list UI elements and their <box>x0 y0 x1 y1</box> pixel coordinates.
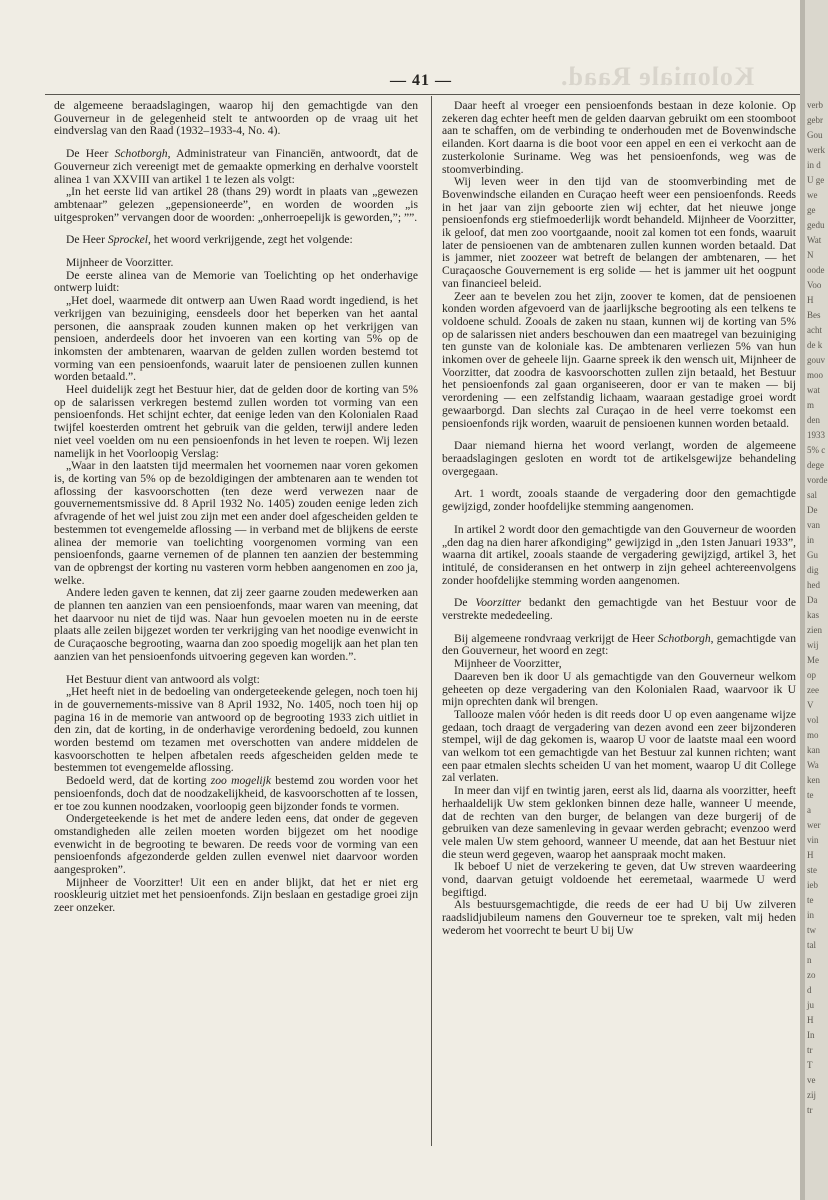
adjacent-page-fragment: tr <box>807 1045 813 1055</box>
adjacent-page-fragment: vol <box>807 715 819 725</box>
adjacent-page-fragment: tw <box>807 925 816 935</box>
paragraph: Ondergeteekende is het met de andere leden eens, dat onder de gegeven omstandigheden alle zeilen moeten worden bijgezet om het noodige evenwicht in de begrooting te bewaren. De reeds voor de vorming van een pensioenfonds afgezonderde gelden zullen evenwel niet daarvoor worden aangesproken”. <box>54 812 418 877</box>
adjacent-page-fragment: zien <box>807 625 822 635</box>
adjacent-page-fragment: oode <box>807 265 825 275</box>
italic-name: zoo mogelijk <box>210 774 272 788</box>
adjacent-page-fragment: U ge <box>807 175 825 185</box>
adjacent-page-fragment: zo <box>807 970 816 980</box>
adjacent-page-fragment: m <box>807 400 815 410</box>
adjacent-page-fragment: kan <box>807 745 820 755</box>
italic-name: Voorzitter <box>475 596 522 610</box>
paragraph <box>54 775 418 813</box>
paragraph: Daar heeft al vroeger een pensioenfonds bestaan in deze kolonie. Op zekeren dag echter heeft men de gelden daarvan gebruikt om een stoomboot aan te schaffen, om de verbinding te onderhouden met de Bovenwindsche eilanden. Kort daarna is die boot voor een appel en een ei verkocht aan de zusterkolonie Suriname. Weg was het pensioenfonds, weg was de stoomverbinding. <box>442 99 796 176</box>
adjacent-page-fragment: a <box>807 805 811 815</box>
paragraph: In meer dan vijf en twintig jaren, eerst als lid, daarna als voorzitter, heeft herhaaldelijk Uw stem geklonken binnen deze halle, wanneer U meende, dat de rechten van den burger, de belangen van deze burgerij of de gebruiken van deze samenleving in gevaar werden gebracht; evenzoo werd vele malen Uw stem gehoord, wanneer U meende, dat aan het Bestuur niet die steun werd gegeven, waarop het aanspraak mocht maken. <box>442 784 796 861</box>
paragraph: Daareven ben ik door U als gemachtigde van den Gouverneur welkom geheeten op deze vergadering van den Kolonialen Raad, waarvoor ik U mijn oprechten dank wil brengen. <box>442 669 796 709</box>
adjacent-page-fragment: Wat <box>807 235 822 245</box>
adjacent-page-fragment: mo <box>807 730 819 740</box>
adjacent-page-fragment: n <box>807 955 812 965</box>
paragraph: Daar niemand hierna het woord verlangt, worden de algemeene beraadslagingen gesloten en wordt tot de artikelsgewijze behandeling overgegaan. <box>442 439 796 478</box>
text-run: , Administrateur van Financiën, antwoordt, dat de Gouverneur zich vereenigt met de gemaakte opmerking en derhalve voorstelt alinea 1 van XXVIII van artikel 1 te lezen als volgt: <box>54 147 418 186</box>
adjacent-page-fragment: H <box>807 850 814 860</box>
paragraph <box>442 597 796 622</box>
adjacent-page-fragment: tr <box>807 1105 813 1115</box>
adjacent-page-fragment: wer <box>807 820 821 830</box>
adjacent-page-fragment: In <box>807 1030 815 1040</box>
paragraph <box>54 234 418 247</box>
adjacent-page-fragment: gebr <box>807 115 823 125</box>
adjacent-page-fragment: T <box>807 1060 813 1070</box>
text-run: , het woord verkrijgende, zegt het volgende: <box>147 233 353 247</box>
adjacent-page-fragment: Da <box>807 595 818 605</box>
paragraph: Art. 1 wordt, zooals staande de vergadering door den gemachtigde gewijzigd, zonder hoofdelijke stemming aangenomen. <box>442 487 796 514</box>
adjacent-page-fragment: ve <box>807 1075 816 1085</box>
paragraph: Heel duidelijk zegt het Bestuur hier, dat de gelden door de korting van 5% op de salarissen verkregen bestemd zullen worden tot vorming van een pensioenfonds. Het schijnt echter, dat eenige leden van den Kolonialen Raad twijfel koesterden omtrent het gebruik van die gelden, terwijl andere leden niet veel voelden om nu een pensioenfonds in het leven te roepen. Wij lezen namelijk in het Voorloopig Verslag: <box>54 383 418 460</box>
text-run: De Heer <box>66 233 108 247</box>
adjacent-page-fragment: verb <box>807 100 823 110</box>
adjacent-page-fragment: sal <box>807 490 817 500</box>
adjacent-page-fragment: acht <box>807 325 822 335</box>
adjacent-page-fragment: Gou <box>807 130 823 140</box>
paragraph: „Het doel, waarmede dit ontwerp aan Uwen Raad wordt ingediend, is het verkrijgen van bezuiniging, eensdeels door het beperken van het aantal personen, die aanspraak zouden kunnen maken op het verkrijgen van pensioen, anderdeels door het invoeren van een korting van 5% op de inkomsten der ambtenaren, waarvan de gelden zullen worden bestemd tot vorming van een pensioenfonds, waaruit later de pensioenen zullen kunnen worden betaald.”. <box>54 294 418 384</box>
page-number: — 41 — <box>390 72 452 89</box>
right-column <box>442 100 796 938</box>
bleed-through-header: Koloniale Raad. <box>560 62 755 91</box>
adjacent-page-fragment: Gu <box>807 550 818 560</box>
adjacent-page-fragment: vin <box>807 835 819 845</box>
text-run: Bij algemeene rondvraag verkrijgt de Heer <box>454 631 658 645</box>
column-divider <box>431 96 432 1146</box>
adjacent-page-strip <box>805 0 828 1200</box>
adjacent-page-fragment: te <box>807 895 814 905</box>
adjacent-page-fragment: De <box>807 505 818 515</box>
paragraph: Tallooze malen vóór heden is dit reeds door U op even aangename wijze gedaan, toch draagt de vergadering van dezen avond een zeer bijzonderen stempel, wijl de dag gekomen is, waarop U voor de laatste maal een woord van welkom tot een gemachtigde van het Bestuur zal kunnen richten; want een paar etmalen slechts scheiden U van het moment, waarop U dit College zal verlaten. <box>442 707 796 785</box>
italic-name: Schotborgh <box>114 147 168 161</box>
adjacent-page-fragment: we <box>807 190 818 200</box>
adjacent-page-fragment: wij <box>807 640 819 650</box>
adjacent-page-fragment: werk <box>807 145 825 155</box>
paragraph <box>442 633 796 658</box>
adjacent-page-fragment: in <box>807 910 815 920</box>
left-column <box>54 100 418 915</box>
adjacent-page-fragment: N <box>807 250 814 260</box>
adjacent-page-fragment: dege <box>807 460 824 470</box>
adjacent-page-fragment: tal <box>807 940 816 950</box>
adjacent-page-fragment: 1933 <box>807 430 825 440</box>
paragraph: Mijnheer de Voorzitter, <box>454 657 562 671</box>
adjacent-page-fragment: V <box>807 700 814 710</box>
adjacent-page-fragment: op <box>807 670 816 680</box>
paragraph: „In het eerste lid van artikel 28 (thans 29) wordt in plaats van „gewezen ambtenaar” gelezen „gepensioneerde”, en worden de woorden „is uitgesproken” vervangen door de woorden: „onherroepelijk is geworden,”; ””. <box>54 185 418 224</box>
adjacent-page-fragment: ste <box>807 865 817 875</box>
paragraph: Andere leden gaven te kennen, dat zij zeer gaarne zouden medewerken aan de plannen ten aanzien van een pensioenfonds, maar waren van meening, dat het daarvoor nu niet de tijd was. Naar hun gevoelen moeten nu in de eerste plaats alle zeilen bijgezet worden ter verkrijging van het noodige evenwicht in de Curaçaosche begrooting, waarna dan zoo spoedig mogelijk aan het plan ten aanzien van het pensioenfonds uitvoering gegeven kan worden.”. <box>54 586 418 663</box>
adjacent-page-fragment: Bes <box>807 310 821 320</box>
paragraph: De eerste alinea van de Memorie van Toelichting op het onderhavige ontwerp luidt: <box>54 268 418 295</box>
text-run: De <box>454 596 476 610</box>
italic-name: Schotborgh <box>657 631 711 645</box>
adjacent-page-fragment: Wa <box>807 760 819 770</box>
adjacent-page-fragment: den <box>807 415 820 425</box>
adjacent-page-fragment: ieb <box>807 880 818 890</box>
adjacent-page-fragment: ken <box>807 775 820 785</box>
adjacent-page-fragment: Me <box>807 655 819 665</box>
paragraph: Het Bestuur dient van antwoord als volgt: <box>66 672 260 686</box>
adjacent-page-fragment: gedu <box>807 220 825 230</box>
adjacent-page-fragment: in d <box>807 160 821 170</box>
adjacent-page-fragment: H <box>807 1015 814 1025</box>
adjacent-page-fragment: ge <box>807 205 816 215</box>
paragraph: de algemeene beraadslagingen, waarop hij den gemachtigde van den Gouverneur in de gelegenheid stelt te antwoorden op de vraag uit het eindverslag van den Raad (1932–1933-4, No. 4). <box>54 99 418 138</box>
paragraph: „Het heeft niet in de bedoeling van ondergeteekende gelegen, noch toen hij in de gouvernements-missive van 8 April 1932, No. 1405, noch toen hij op pagina 16 in de memorie van antwoord op de begrooting 1933 zich uitliet in den zin, dat de korting, in de onderhavige verordening bedoeld, zou kunnen worden bestemd om tezamen met overschotten van andere middelen de kasvoorschotten te helpen afbetalen reeds afgescheiden gelden mede te bestemmen tot evengemelde aflossing. <box>54 685 418 775</box>
header-rule <box>45 94 801 95</box>
adjacent-page-fragment: zij <box>807 1090 816 1100</box>
adjacent-page-fragment: 5% c <box>807 445 826 455</box>
adjacent-page-fragment: moo <box>807 370 824 380</box>
adjacent-page-fragment: d <box>807 985 812 995</box>
adjacent-page-fragment: H <box>807 295 814 305</box>
paragraph: In artikel 2 wordt door den gemachtigde van den Gouverneur de woorden „den dag na dien harer afkondiging” gewijzigd in „den 1sten Januari 1933”, waarna dit artikel, zooals staande de vergadering gewijzigd, artikel 3, het intitulé, de consideransen en het ontwerp in zijn geheel achtereenvolgens zonder hoofdelijke stemming worden aangenomen. <box>442 522 796 587</box>
text-run: Bedoeld werd, dat de korting <box>66 774 211 788</box>
paragraph: Ik beboef U niet de verzekering te geven, dat Uw streven waardeering vond, daarvan getuigt voldoende het eeremetaal, waarmede U werd begiftigd. <box>442 860 796 899</box>
adjacent-page-fragment: gouv <box>807 355 825 365</box>
text-run: bedankt den gemachtigde van het Bestuur voor de verstrekte mededeeling. <box>442 596 796 623</box>
paragraph: Wij leven weer in den tijd van de stoomverbinding met de Bovenwindsche eilanden en Curaçao heeft weer een pensioenfonds. Reeds in het jaar van zijn geboorte zien wij echter, dat het nieuwe jongе pensioenfonds erg stiefmoederlijk wordt behandeld. Mijnheer de Voorzitter, ik geloof, dat men zoo voortgaande, nooit zal komen tot een fonds, waaruit later de pensioenen van de ambtenaren zullen kunnen worden betaald. Dat is jammer, niet zoozeer wat betreft de belangen der ambtenaren, — het Curaçaosche Gouvernement is erg solide — het is jammer uit het oogpunt van financieel beleid. <box>442 175 796 290</box>
adjacent-page-fragment: de k <box>807 340 823 350</box>
paragraph <box>54 148 418 186</box>
text-run: bestemd zou worden voor het pensioenfonds, doch dat de noodzakelijkheid, de kasvoorschotten af te lossen, er toe zou kunnen noodzaken, voorloopig geen bijzonder fonds te vormen. <box>54 774 418 813</box>
adjacent-page-fragment: dig <box>807 565 819 575</box>
text-run: De Heer <box>66 147 115 161</box>
paragraph: „Waar in den laatsten tijd meermalen het voornemen naar voren gekomen is, de korting van 5% op de bezoldigingen der ambtenaren aan te wenden tot aflossing der kasvoorschotten (ten deze werd verwezen naar de gouvernementsmissive dd. 8 April 1932 No. 1405) zouden eenige leden zich afvragende of het wel juist zou zijn met een ander doel afgescheiden gelden te bestemmen tot evengemelde aflossing — in verband met de blijkens de eerste alinea der memorie van toelichting voorgenomen vorming van een pensioenfonds, gaarne vernemen of de plannen ten aanzien der bestemming van de opbrengst der korting nu vasteren vorm hebben aangenomen en zoo ja, welke. <box>54 459 418 587</box>
adjacent-page-fragment: zee <box>807 685 819 695</box>
adjacent-page-fragment: vorde <box>807 475 828 485</box>
text-run: , gemachtigde van den Gouverneur, het woord en zegt: <box>442 631 797 658</box>
paragraph: Mijnheer de Voorzitter. <box>66 256 174 270</box>
adjacent-page-fragment: in <box>807 535 815 545</box>
adjacent-page-fragment: Voo <box>807 280 822 290</box>
paragraph: Als bestuursgemachtigde, die reeds de eer had U bij Uw zilveren raadslidjubileum namens den Gouverneur toe te spreken, valt mij heden wederom het voorrecht te beurt U bij Uw <box>442 898 796 937</box>
adjacent-page-fragment: kas <box>807 610 819 620</box>
italic-name: Sprockel <box>107 233 148 247</box>
paragraph: Zeer aan te bevelen zou het zijn, zoover te komen, dat de pensioenen konden worden afgevoerd van de jaarlijksche begrooting als een telkens te voldoene schuld. Zooals de zaken nu staan, kunnen wij de korting van 5% op de salarissen niet anders beschouwen dan een maatregel van bezuiniging ten gunste van de koloniale kas. De ambtenaren verliezen 5% van hun inkomen over de geheele lijn. Gaarne spreek ik den wensch uit, Mijnheer de Voorzitter, dat zoodra de kasvoorschotten zullen zijn betaald, het Bestuur het pensioenfonds zal gaan organiseeren, door er van te maken — bij verordening — een zelfstandig lichaam, waaraan gestadige groei wordt gewaarborgd. Dan slechts zal Curaçao in de heel verre toekomst een pensioenfonds rijk worden, waaruit de pensioenen kunnen worden betaald. <box>442 289 796 430</box>
adjacent-page-fragment: hed <box>807 580 820 590</box>
adjacent-page-fragment: te <box>807 790 814 800</box>
adjacent-page-fragment: ju <box>807 1000 815 1010</box>
paragraph: Mijnheer de Voorzitter! Uit een en ander blijkt, dat het er niet erg rooskleurig uitziet met het pensioenfonds. Zijn beslaan en gestadige groei zijn zeer onzeker. <box>54 875 418 915</box>
adjacent-page-fragment: wat <box>807 385 820 395</box>
adjacent-page-fragment: van <box>807 520 820 530</box>
